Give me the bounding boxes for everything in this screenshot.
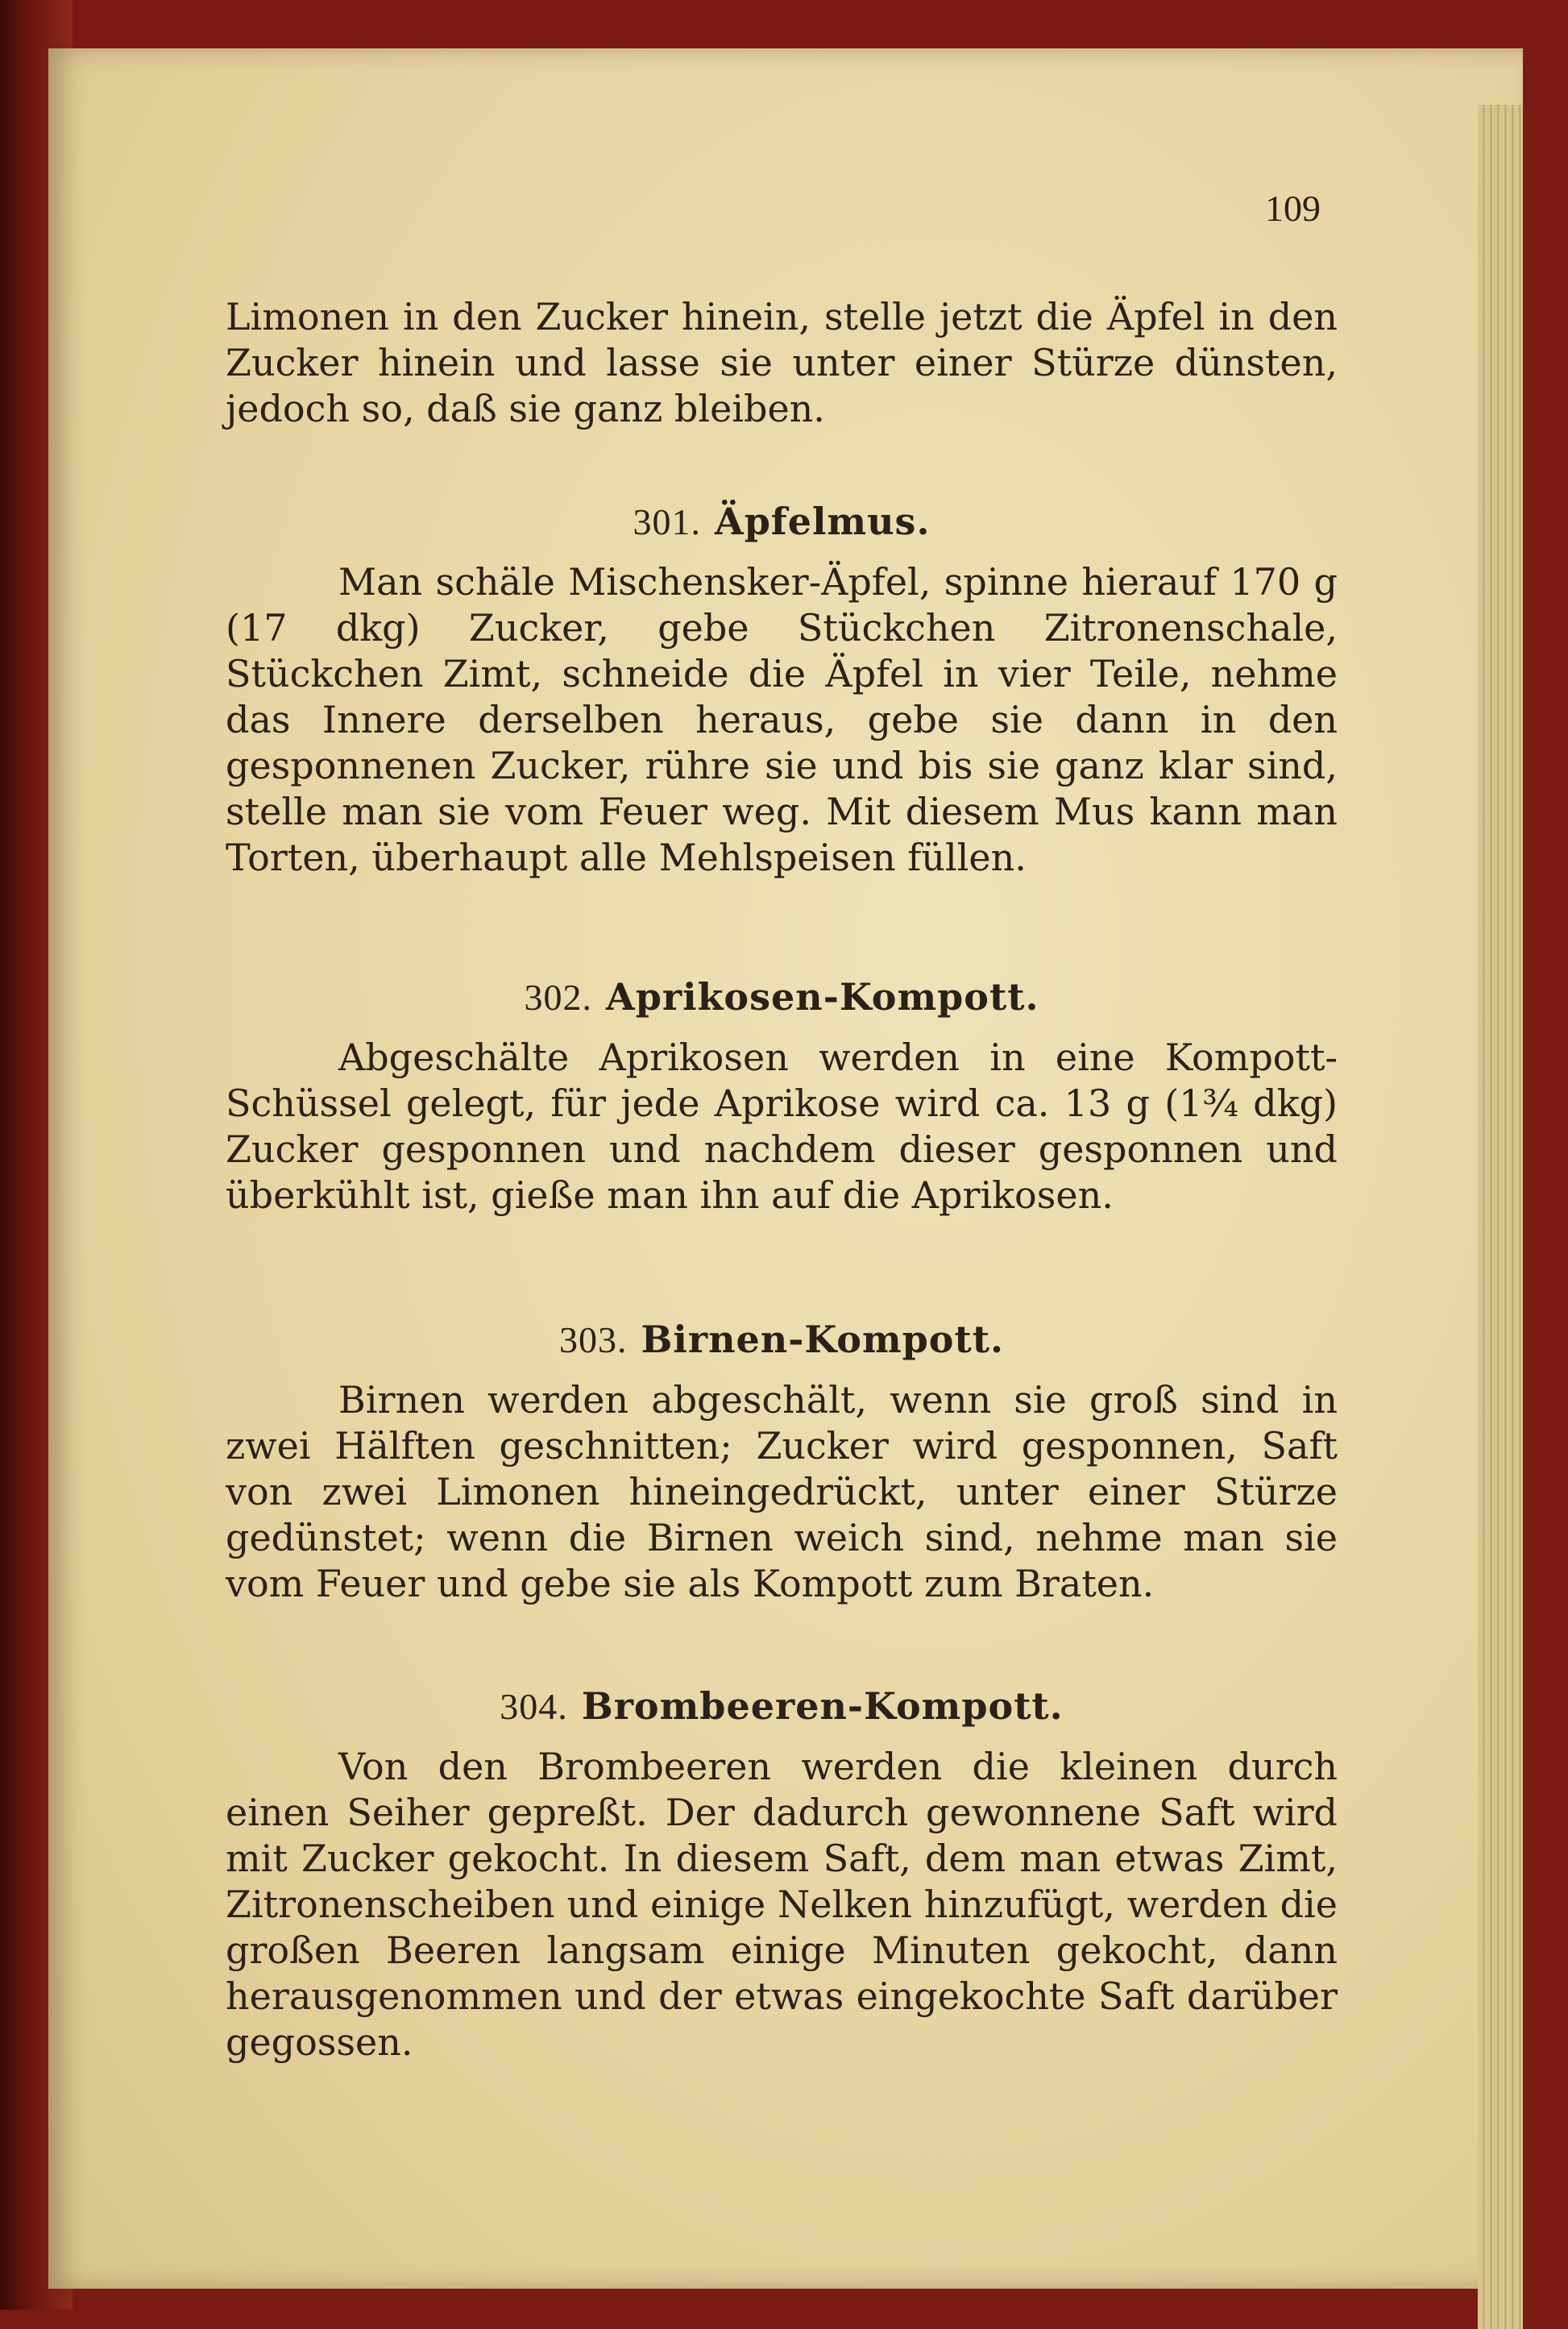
- recipe-title: Brombeeren-Kompott.: [581, 1684, 1064, 1728]
- continuation-paragraph: Limonen in den Zucker hinein, stelle jetzt die Äpfel in den Zucker hinein und lasse sie unter einer Stürze dünsten, jedoch so, daß sie ganz bleiben.: [226, 295, 1338, 430]
- recipe-number: 304.: [500, 1686, 568, 1727]
- recipe-303: [226, 1318, 1338, 1607]
- page-number: 109: [1265, 188, 1321, 229]
- recipe-number: 301.: [633, 501, 702, 542]
- recipe-302: [226, 975, 1338, 1218]
- recipe-body: Birnen werden abgeschält, wenn sie groß sind in zwei Hälften geschnitten; Zucker wird gesponnen, Saft von zwei Limonen hineingedrückt, unter einer Stürze gedünstet; wenn die Birnen weich sind, nehme man sie vom Feuer und gebe sie als Kompott zum Braten.: [226, 1378, 1338, 1605]
- recipe-body: Abgeschälte Aprikosen werden in eine Kompott-Schüssel gelegt, für jede Aprikose wird ca. 13 g (1¾ dkg) Zucker gesponnen und nachdem dieser gesponnen und überkühlt ist, gieße man ihn auf die Aprikosen.: [226, 1036, 1338, 1217]
- recipe-heading: [226, 1318, 1338, 1361]
- recipe-body: Man schäle Mischensker-Äpfel, spinne hierauf 170 g (17 dkg) Zucker, gebe Stückchen Zitronenschale, Stückchen Zimt, schneide die Äpfel in vier Teile, nehme das Innere derselben heraus, gebe sie dann in den gesponnenen Zucker, rühre sie und bis sie ganz klar sind, stelle man sie vom Feuer weg. Mit diesem Mus kann man Torten, überhaupt alle Mehlspeisen füllen.: [226, 560, 1338, 879]
- recipe-title: Äpfelmus.: [715, 500, 931, 543]
- recipe-number: 302.: [524, 977, 592, 1018]
- recipe-301: [226, 500, 1338, 881]
- recipe-body: Von den Brombeeren werden die kleinen durch einen Seiher gepreßt. Der dadurch gewonnene Saft wird mit Zucker gekocht. In diesem Saft, dem man etwas Zimt, Zitronenscheiben und einige Nelken hinzufügt, werden die großen Beeren langsam einige Minuten gekocht, dann herausgenommen und der etwas eingekochte Saft darüber gegossen.: [226, 1745, 1338, 2064]
- recipe-heading: [226, 500, 1338, 543]
- recipe-title: Aprikosen-Kompott.: [606, 975, 1039, 1019]
- recipe-heading: [226, 1684, 1338, 1728]
- recipe-304: [226, 1684, 1338, 2065]
- recipe-heading: [226, 975, 1338, 1019]
- recipe-number: 303.: [558, 1319, 628, 1360]
- page-stack-edge: [1478, 105, 1523, 2329]
- recipe-title: Birnen-Kompott.: [641, 1318, 1005, 1361]
